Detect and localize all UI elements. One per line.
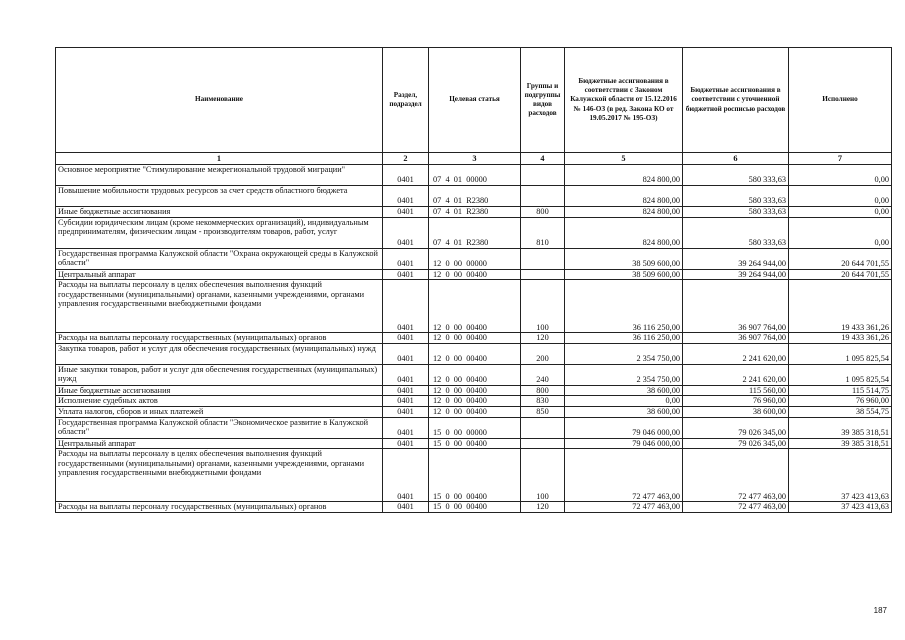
row-section: 0401 <box>383 364 429 385</box>
row-budget-law: 38 600,00 <box>565 406 683 417</box>
row-name: Расходы на выплаты персоналу государственных (муниципальных) органов <box>56 333 383 344</box>
row-executed: 19 433 361,26 <box>789 280 892 333</box>
row-section: 0401 <box>383 217 429 248</box>
row-group: 810 <box>521 217 565 248</box>
row-target: 07 4 01 R2380 <box>429 186 521 207</box>
table-row <box>56 364 892 385</box>
row-group <box>521 186 565 207</box>
header-name: Наименование <box>56 48 383 153</box>
row-budget-law: 824 800,00 <box>565 217 683 248</box>
row-budget-refined: 2 241 620,00 <box>683 364 789 385</box>
row-executed: 38 554,75 <box>789 406 892 417</box>
row-executed: 0,00 <box>789 186 892 207</box>
header-target: Целевая статья <box>429 48 521 153</box>
row-target: 12 0 00 00400 <box>429 269 521 280</box>
table-row <box>56 417 892 438</box>
row-section: 0401 <box>383 269 429 280</box>
row-target: 12 0 00 00400 <box>429 333 521 344</box>
row-budget-law: 824 800,00 <box>565 165 683 186</box>
row-target: 15 0 00 00400 <box>429 502 521 513</box>
table-row <box>56 217 892 248</box>
table-row <box>56 333 892 344</box>
row-budget-refined: 39 264 944,00 <box>683 248 789 269</box>
header-budget-refined: Бюджетные ассигнования в соответствии с уточненной бюджетной росписью расходов <box>683 48 789 153</box>
table-row <box>56 396 892 407</box>
row-group <box>521 438 565 449</box>
row-target: 15 0 00 00000 <box>429 417 521 438</box>
table-row <box>56 165 892 186</box>
row-group: 850 <box>521 406 565 417</box>
row-budget-refined: 115 560,00 <box>683 385 789 396</box>
row-budget-refined: 580 333,63 <box>683 186 789 207</box>
column-number: 3 <box>429 153 521 165</box>
table-row <box>56 207 892 218</box>
row-section: 0401 <box>383 280 429 333</box>
row-target: 07 4 01 R2380 <box>429 207 521 218</box>
row-budget-law: 79 046 000,00 <box>565 438 683 449</box>
row-section: 0401 <box>383 385 429 396</box>
row-name: Закупка товаров, работ и услуг для обеспечения государственных (муниципальных) нужд <box>56 343 383 364</box>
row-section: 0401 <box>383 396 429 407</box>
row-group <box>521 417 565 438</box>
row-budget-refined: 72 477 463,00 <box>683 449 789 502</box>
row-section: 0401 <box>383 343 429 364</box>
row-budget-law: 72 477 463,00 <box>565 449 683 502</box>
row-budget-law: 2 354 750,00 <box>565 343 683 364</box>
table-row <box>56 280 892 333</box>
header-section: Раздел, подраздел <box>383 48 429 153</box>
row-group: 100 <box>521 280 565 333</box>
row-target: 07 4 01 R2380 <box>429 217 521 248</box>
row-name: Центральный аппарат <box>56 438 383 449</box>
row-section: 0401 <box>383 207 429 218</box>
row-budget-law: 38 509 600,00 <box>565 269 683 280</box>
row-name: Государственная программа Калужской области "Охрана окружающей среды в Калужской области" <box>56 248 383 269</box>
row-section: 0401 <box>383 186 429 207</box>
row-executed: 0,00 <box>789 165 892 186</box>
row-name: Расходы на выплаты персоналу в целях обеспечения выполнения функций государственными (муниципальными) органами, казенными учреждениями, органами управления государственными внебюджетными фондами <box>56 449 383 502</box>
row-name: Центральный аппарат <box>56 269 383 280</box>
header-executed: Исполнено <box>789 48 892 153</box>
row-section: 0401 <box>383 165 429 186</box>
header-budget-law: Бюджетные ассигнования в соответствии с Законом Калужской области от 15.12.2016 № 146-ОЗ (в ред. Закона КО от 19.05.2017 № 195-ОЗ) <box>565 48 683 153</box>
header-groups: Группы и подгруппы видов расходов <box>521 48 565 153</box>
row-section: 0401 <box>383 502 429 513</box>
row-name: Государственная программа Калужской области "Экономическое развитие в Калужской области" <box>56 417 383 438</box>
row-group: 800 <box>521 385 565 396</box>
row-executed: 1 095 825,54 <box>789 343 892 364</box>
row-group <box>521 165 565 186</box>
row-budget-law: 36 116 250,00 <box>565 280 683 333</box>
row-section: 0401 <box>383 449 429 502</box>
row-executed: 19 433 361,26 <box>789 333 892 344</box>
row-budget-refined: 580 333,63 <box>683 165 789 186</box>
column-number: 5 <box>565 153 683 165</box>
table-row <box>56 269 892 280</box>
row-group: 120 <box>521 333 565 344</box>
row-budget-law: 72 477 463,00 <box>565 502 683 513</box>
row-group <box>521 248 565 269</box>
row-section: 0401 <box>383 417 429 438</box>
column-number: 7 <box>789 153 892 165</box>
row-budget-refined: 36 907 764,00 <box>683 280 789 333</box>
row-group: 100 <box>521 449 565 502</box>
table-row <box>56 385 892 396</box>
header-row <box>56 48 892 153</box>
row-group: 830 <box>521 396 565 407</box>
row-group: 240 <box>521 364 565 385</box>
row-executed: 20 644 701,55 <box>789 269 892 280</box>
column-number: 6 <box>683 153 789 165</box>
page-number: 187 <box>873 606 887 615</box>
row-name: Иные бюджетные ассигнования <box>56 207 383 218</box>
row-budget-law: 824 800,00 <box>565 207 683 218</box>
row-target: 12 0 00 00000 <box>429 248 521 269</box>
row-budget-law: 38 509 600,00 <box>565 248 683 269</box>
row-target: 12 0 00 00400 <box>429 280 521 333</box>
row-budget-refined: 580 333,63 <box>683 207 789 218</box>
row-section: 0401 <box>383 438 429 449</box>
table-row <box>56 502 892 513</box>
row-executed: 115 514,75 <box>789 385 892 396</box>
budget-table <box>55 47 892 513</box>
row-budget-refined: 2 241 620,00 <box>683 343 789 364</box>
table-row <box>56 343 892 364</box>
row-name: Расходы на выплаты персоналу в целях обеспечения выполнения функций государственными (муниципальными) органами, казенными учреждениями, органами управления государственными внебюджетными фондами <box>56 280 383 333</box>
row-budget-refined: 72 477 463,00 <box>683 502 789 513</box>
row-section: 0401 <box>383 248 429 269</box>
row-budget-law: 36 116 250,00 <box>565 333 683 344</box>
column-numbers-row <box>56 153 892 165</box>
row-group <box>521 269 565 280</box>
row-budget-refined: 79 026 345,00 <box>683 438 789 449</box>
row-budget-refined: 36 907 764,00 <box>683 333 789 344</box>
row-target: 15 0 00 00400 <box>429 438 521 449</box>
row-budget-law: 0,00 <box>565 396 683 407</box>
row-name: Основное мероприятие "Стимулирование межрегиональной трудовой миграции" <box>56 165 383 186</box>
row-name: Иные закупки товаров, работ и услуг для обеспечения государственных (муниципальных) нужд <box>56 364 383 385</box>
row-budget-refined: 580 333,63 <box>683 217 789 248</box>
row-target: 12 0 00 00400 <box>429 385 521 396</box>
row-name: Субсидии юридическим лицам (кроме некоммерческих организаций), индивидуальным предпринимателям, физическим лицам - производителям товаров, работ, услуг <box>56 217 383 248</box>
row-executed: 37 423 413,63 <box>789 502 892 513</box>
row-budget-law: 824 800,00 <box>565 186 683 207</box>
row-executed: 76 960,00 <box>789 396 892 407</box>
table-row <box>56 438 892 449</box>
row-group: 120 <box>521 502 565 513</box>
row-group: 200 <box>521 343 565 364</box>
row-target: 12 0 00 00400 <box>429 406 521 417</box>
row-target: 07 4 01 00000 <box>429 165 521 186</box>
row-budget-refined: 38 600,00 <box>683 406 789 417</box>
row-budget-law: 38 600,00 <box>565 385 683 396</box>
column-number: 1 <box>56 153 383 165</box>
row-executed: 1 095 825,54 <box>789 364 892 385</box>
row-budget-refined: 76 960,00 <box>683 396 789 407</box>
row-executed: 39 385 318,51 <box>789 438 892 449</box>
row-budget-refined: 39 264 944,00 <box>683 269 789 280</box>
row-section: 0401 <box>383 333 429 344</box>
row-name: Исполнение судебных актов <box>56 396 383 407</box>
row-target: 12 0 00 00400 <box>429 343 521 364</box>
row-group: 800 <box>521 207 565 218</box>
row-budget-law: 2 354 750,00 <box>565 364 683 385</box>
row-budget-law: 79 046 000,00 <box>565 417 683 438</box>
row-budget-refined: 79 026 345,00 <box>683 417 789 438</box>
row-executed: 0,00 <box>789 207 892 218</box>
table-body <box>56 165 892 513</box>
table-row <box>56 248 892 269</box>
row-target: 12 0 00 00400 <box>429 396 521 407</box>
row-name: Повышение мобильности трудовых ресурсов за счет средств областного бюджета <box>56 186 383 207</box>
table-row <box>56 186 892 207</box>
table-row <box>56 449 892 502</box>
row-executed: 37 423 413,63 <box>789 449 892 502</box>
row-executed: 39 385 318,51 <box>789 417 892 438</box>
row-section: 0401 <box>383 406 429 417</box>
row-name: Уплата налогов, сборов и иных платежей <box>56 406 383 417</box>
row-target: 15 0 00 00400 <box>429 449 521 502</box>
row-name: Расходы на выплаты персоналу государственных (муниципальных) органов <box>56 502 383 513</box>
row-executed: 20 644 701,55 <box>789 248 892 269</box>
column-number: 2 <box>383 153 429 165</box>
table-row <box>56 406 892 417</box>
row-executed: 0,00 <box>789 217 892 248</box>
row-name: Иные бюджетные ассигнования <box>56 385 383 396</box>
column-number: 4 <box>521 153 565 165</box>
row-target: 12 0 00 00400 <box>429 364 521 385</box>
